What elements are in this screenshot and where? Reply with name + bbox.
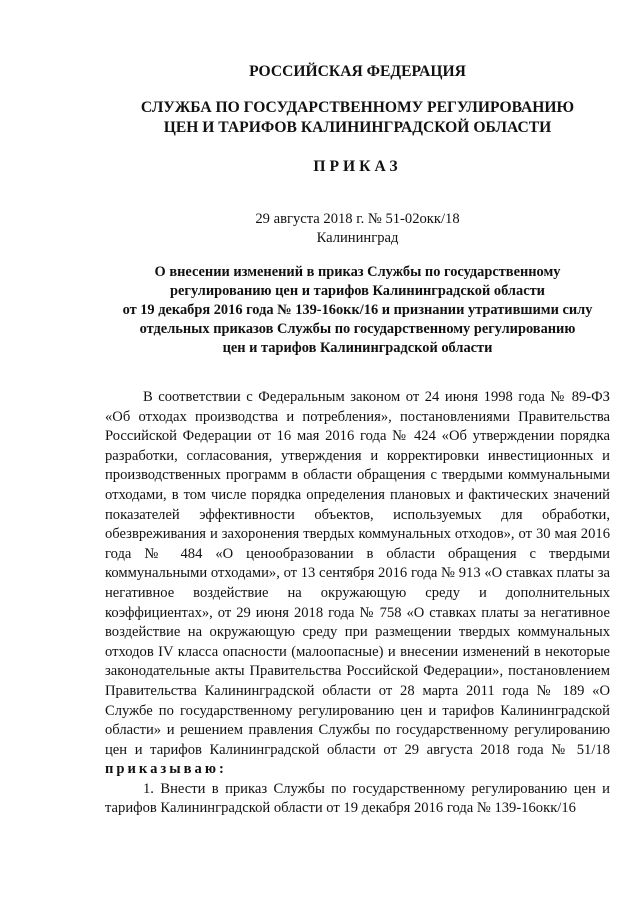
agency-heading-line: ЦЕН И ТАРИФОВ КАЛИНИНГРАДСКОЙ ОБЛАСТИ [163,119,552,136]
title-line: от 19 декабря 2016 года № 139-16окк/16 и признании утратившими силу [122,302,593,318]
title-line: цен и тарифов Калининградской области [222,340,493,356]
document-type-heading: ПРИКАЗ [313,158,402,175]
body-paragraph [105,388,610,780]
date-number: 29 августа 2018 г. № 51-02окк/18 [255,211,460,227]
agency-heading-line: СЛУЖБА ПО ГОСУДАРСТВЕННОМУ РЕГУЛИРОВАНИЮ [140,99,575,116]
document-meta [105,210,610,248]
preamble-text: В соответствии с Федеральным законом от 24 июня 1998 года № 89-ФЗ «Об отходах производства и потребления», постановлениями Правительства Российской Федерации от 16 мая 2016 года № 424 «Об утверждении порядка разработки, согласования, утверждения и корректировки инвестиционных и производственных программ в области обращения с твердыми коммунальными отходами, в том числе порядка определения плановых и фактических значений показателей эффективности объектов, используемых для обработки, обезвреживания и захоронения твердых коммунальных отходов», от 30 мая 2016 года № 484 «О ценообразовании в области обращения с твердыми коммунальными отходами», от 13 сентября 2016 года № 913 «О ставках платы за негативное воздействие на окружающую среду и дополнительных коэффициентах», от 29 июня 2018 года № 758 «О ставках платы за негативное воздействие на окружающую среду при размещении твердых коммунальных отходов IV класса опасности (малоопасные) и внесении изменений в некоторые законодательные акты Правительства Российской Федерации», постановлением Правительства Калининградской области от 28 марта 2011 года № 189 «О Службе по государственному регулированию цен и тарифов Калининградской области» и решением правления Службы по государственному регулированию цен и тарифов Калининградской области от 29 августа 2018 года № 51/18 [105,389,610,758]
country-heading: РОССИЙСКАЯ ФЕДЕРАЦИЯ [249,63,466,80]
body-paragraph: 1. Внести в приказ Службы по государственному регулированию цен и тарифов Калининградской области от 19 декабря 2016 года № 139-16окк/16 [105,780,610,817]
document-body [105,388,610,819]
city: Калининград [316,230,399,246]
document-title [105,263,610,358]
title-line: О внесении изменений в приказ Службы по государственному [154,264,561,280]
order-word: приказываю: [105,761,227,778]
title-line: отдельных приказов Службы по государственному регулированию [139,321,576,337]
title-line: регулированию цен и тарифов Калининградской области [170,283,545,299]
agency-heading [105,98,610,138]
